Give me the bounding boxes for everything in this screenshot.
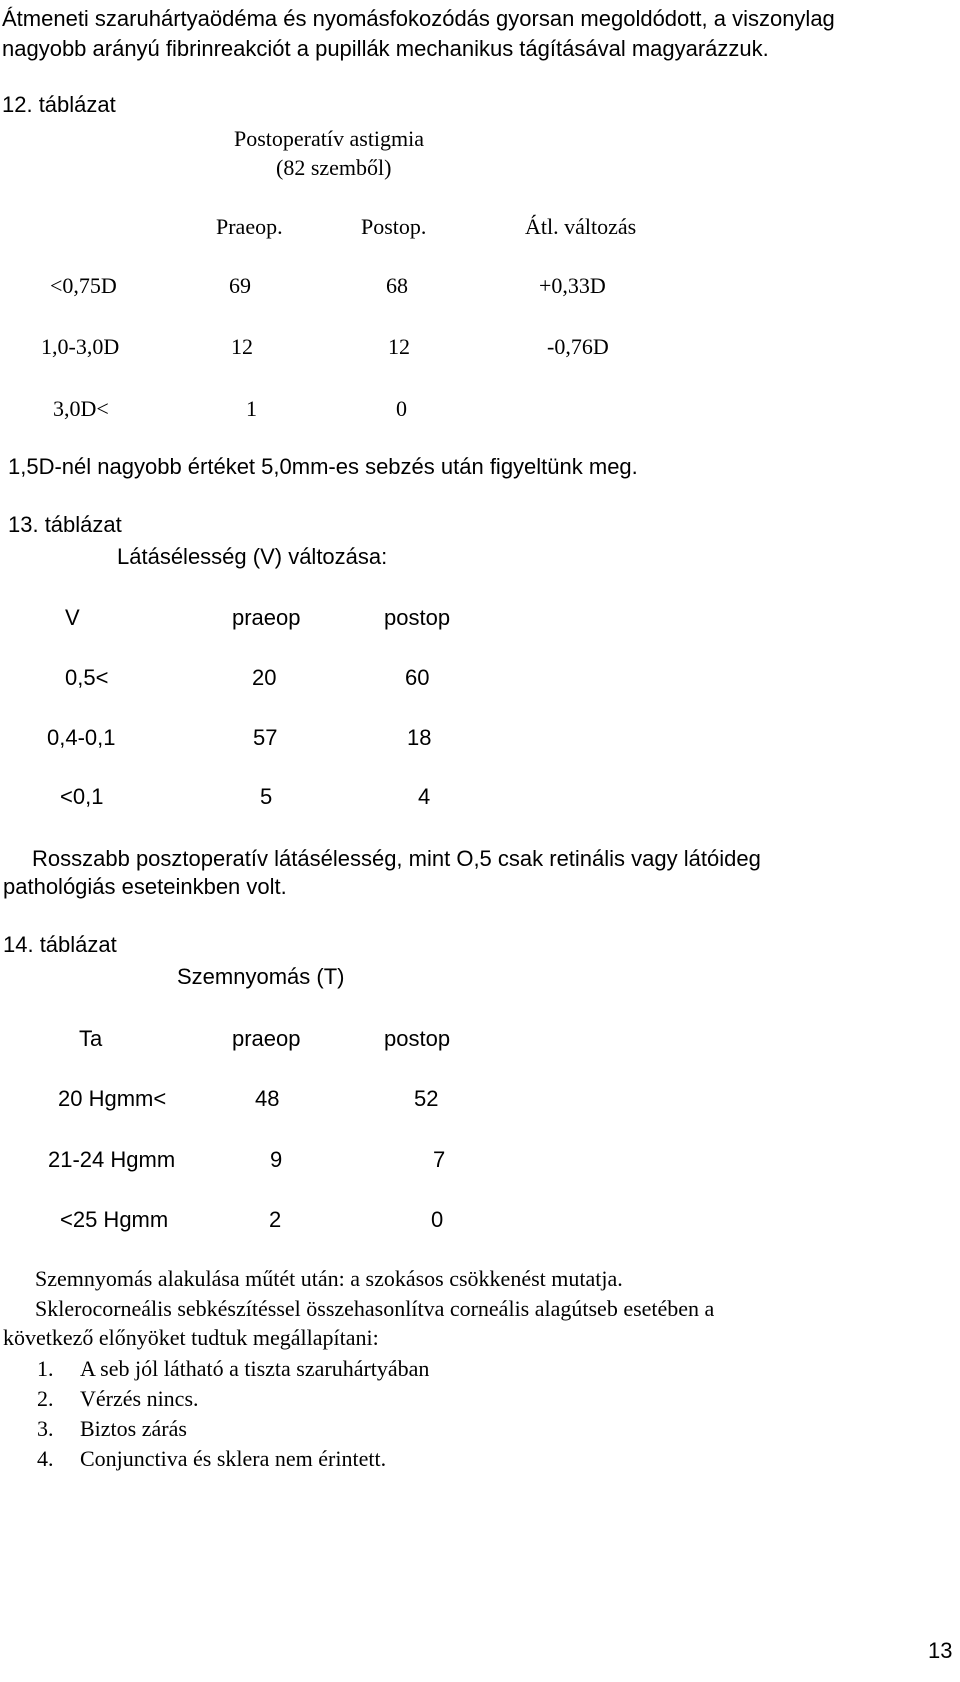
table12-cell: 3,0D< bbox=[53, 396, 109, 421]
page-number: 13 bbox=[928, 1638, 953, 1663]
table13-header-praeop: praeop bbox=[232, 605, 301, 630]
table13-cell: 57 bbox=[253, 725, 278, 750]
conclusion-line-1: Szemnyomás alakulása műtét után: a szokásos csökkenést mutatja. bbox=[35, 1266, 623, 1291]
intro-line-1: Átmeneti szaruhártyaödéma és nyomásfokozódás gyorsan megoldódott, a viszonylag bbox=[2, 6, 835, 31]
table13-title: Látásélesség (V) változása: bbox=[117, 544, 388, 569]
table13-cell: 0,4-0,1 bbox=[47, 725, 116, 750]
table12-header-change: Átl. változás bbox=[525, 214, 637, 239]
table12-cell: -0,76D bbox=[547, 334, 609, 359]
table14-cell: 20 Hgmm< bbox=[58, 1086, 167, 1111]
table14-header-ta: Ta bbox=[79, 1026, 103, 1051]
table12-title: Postoperatív astigmia bbox=[234, 126, 425, 151]
table14-cell: 21-24 Hgmm bbox=[48, 1147, 176, 1172]
table14-cell: 2 bbox=[269, 1207, 282, 1232]
table12-cell: +0,33D bbox=[539, 273, 606, 298]
table13-label: 13. táblázat bbox=[8, 512, 122, 537]
table14-cell: 7 bbox=[433, 1147, 446, 1172]
table14-cell: 48 bbox=[255, 1086, 280, 1111]
table12-label: 12. táblázat bbox=[2, 92, 116, 117]
table14-title: Szemnyomás (T) bbox=[177, 964, 345, 989]
list-item-number: 2. bbox=[37, 1386, 54, 1411]
table12-cell: 69 bbox=[229, 273, 251, 298]
table12-cell: 1 bbox=[246, 396, 257, 421]
table12-cell: 12 bbox=[231, 334, 253, 359]
list-item: Conjunctiva és sklera nem érintett. bbox=[80, 1446, 387, 1471]
table13-cell: 5 bbox=[260, 784, 273, 809]
table13-cell: 60 bbox=[405, 665, 430, 690]
table13-cell: 18 bbox=[407, 725, 432, 750]
table14-cell: 52 bbox=[414, 1086, 439, 1111]
table13-cell: 4 bbox=[418, 784, 431, 809]
list-item-number: 4. bbox=[37, 1446, 54, 1471]
table14-header-postop: postop bbox=[384, 1026, 451, 1051]
list-item: Biztos zárás bbox=[80, 1416, 187, 1441]
table14-cell: 0 bbox=[431, 1207, 444, 1232]
table13-cell: <0,1 bbox=[60, 784, 104, 809]
list-item-number: 1. bbox=[37, 1356, 54, 1381]
conclusion-line-2: Sklerocorneális sebkészítéssel összehasonlítva corneális alagútseb esetében a bbox=[35, 1296, 715, 1321]
table13-note-line-1: Rosszabb posztoperatív látásélesség, mint O,5 csak retinális vagy látóideg bbox=[32, 846, 761, 871]
table12-cell: 68 bbox=[386, 273, 408, 298]
table13-header-postop: postop bbox=[384, 605, 451, 630]
conclusion-line-3: következő előnyöket tudtuk megállapítani: bbox=[3, 1325, 379, 1350]
table14-cell: <25 Hgmm bbox=[60, 1207, 169, 1232]
table14-label: 14. táblázat bbox=[3, 932, 117, 957]
table14-cell: 9 bbox=[270, 1147, 283, 1172]
table12-cell: 0 bbox=[396, 396, 407, 421]
list-item-number: 3. bbox=[37, 1416, 54, 1441]
table12-subtitle: (82 szemből) bbox=[276, 155, 392, 180]
table12-cell: <0,75D bbox=[50, 273, 117, 298]
table13-cell: 0,5< bbox=[65, 665, 109, 690]
intro-line-2: nagyobb arányú fibrinreakciót a pupillák mechanikus tágításával magyarázzuk. bbox=[2, 36, 769, 61]
table13-header-v: V bbox=[65, 605, 80, 630]
table12-header-praeop: Praeop. bbox=[216, 214, 283, 239]
table12-cell: 12 bbox=[388, 334, 410, 359]
table14-header-praeop: praeop bbox=[232, 1026, 301, 1051]
table13-note-line-2: pathológiás eseteinkben volt. bbox=[3, 874, 287, 899]
table12-note: 1,5D-nél nagyobb értéket 5,0mm-es sebzés után figyeltünk meg. bbox=[8, 454, 638, 479]
table12-cell: 1,0-3,0D bbox=[41, 334, 120, 359]
list-item: A seb jól látható a tiszta szaruhártyában bbox=[80, 1356, 430, 1381]
table12-header-postop: Postop. bbox=[361, 214, 427, 239]
list-item: Vérzés nincs. bbox=[80, 1386, 199, 1411]
table13-cell: 20 bbox=[252, 665, 277, 690]
